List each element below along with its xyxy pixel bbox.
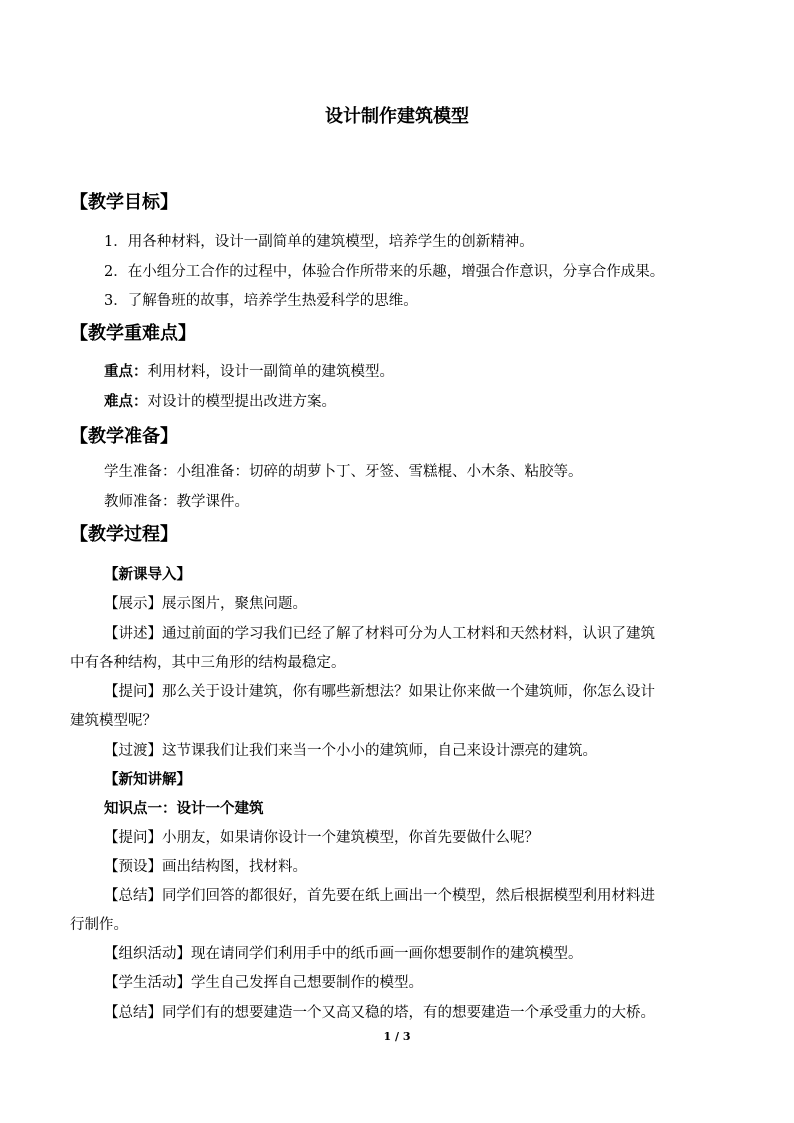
- goal-item-3: 3．了解鲁班的故事，培养学生热爱科学的思维。: [104, 293, 418, 309]
- new-knowledge-heading: 【新知讲解】: [104, 771, 191, 788]
- intro-heading: 【新课导入】: [104, 566, 191, 583]
- difficulty-text: 对设计的模型提出改进方案。: [147, 394, 336, 410]
- page-title: 设计制作建筑模型: [325, 106, 469, 127]
- point1-summary-line-1: 【总结】同学们回答的都很好，首先要在纸上画出一个模型，然后根据模型利用材料进: [104, 888, 655, 904]
- section-heading-process: 【教学过程】: [70, 524, 178, 545]
- teacher-preparation: 教师准备：教学课件。: [104, 494, 249, 510]
- section-heading-preparation: 【教学准备】: [70, 426, 178, 447]
- focus-text: 利用材料，设计一副简单的建筑模型。: [147, 364, 394, 380]
- page-number: 1 / 3: [383, 1030, 411, 1043]
- point1-activity: 【组织活动】现在请同学们利用手中的纸币画一画你想要制作的建筑模型。: [104, 946, 583, 962]
- focus-label: 重点：: [104, 363, 148, 380]
- intro-transition: 【过渡】这节课我们让我们来当一个小小的建筑师，自己来设计漂亮的建筑。: [104, 743, 597, 759]
- intro-show: 【展示】展示图片，聚焦问题。: [104, 596, 307, 612]
- point1-summary-line-3: 【总结】同学们有的想要建造一个又高又稳的塔，有的想要建造一个承受重力的大桥。: [104, 1005, 655, 1021]
- point1-preset: 【预设】画出结构图，找材料。: [104, 859, 307, 875]
- section-heading-key-points: 【教学重难点】: [70, 323, 196, 344]
- point1-ask: 【提问】小朋友，如果请你设计一个建筑模型，你首先要做什么呢？: [104, 830, 539, 846]
- intro-ask-line-2: 建筑模型呢？: [70, 713, 157, 729]
- point1-summary-line-2: 行制作。: [70, 917, 128, 933]
- focus-line: [104, 362, 394, 382]
- goal-item-2: 2．在小组分工合作的过程中，体验合作所带来的乐趣，增强合作意识，分享合作成果。: [104, 264, 665, 280]
- point1-student-activity: 【学生活动】学生自己发挥自己想要制作的模型。: [104, 975, 423, 991]
- section-heading-goals: 【教学目标】: [70, 192, 178, 213]
- difficulty-label: 难点：: [104, 393, 148, 410]
- goal-item-1: 1．用各种材料，设计一副简单的建筑模型，培养学生的创新精神。: [104, 234, 534, 250]
- student-preparation: 学生准备：小组准备：切碎的胡萝卜丁、牙签、雪糕棍、小木条、粘胶等。: [104, 464, 583, 480]
- intro-talk-line-1: 【讲述】通过前面的学习我们已经了解了材料可分为人工材料和天然材料，认识了建筑: [104, 626, 655, 642]
- difficulty-line: [104, 392, 336, 412]
- intro-ask-line-1: 【提问】那么关于设计建筑，你有哪些新想法？如果让你来做一个建筑师，你怎么设计: [104, 684, 655, 700]
- knowledge-point-1-heading: 知识点一：设计一个建筑: [104, 800, 264, 817]
- intro-talk-line-2: 中有各种结构，其中三角形的结构最稳定。: [70, 655, 346, 671]
